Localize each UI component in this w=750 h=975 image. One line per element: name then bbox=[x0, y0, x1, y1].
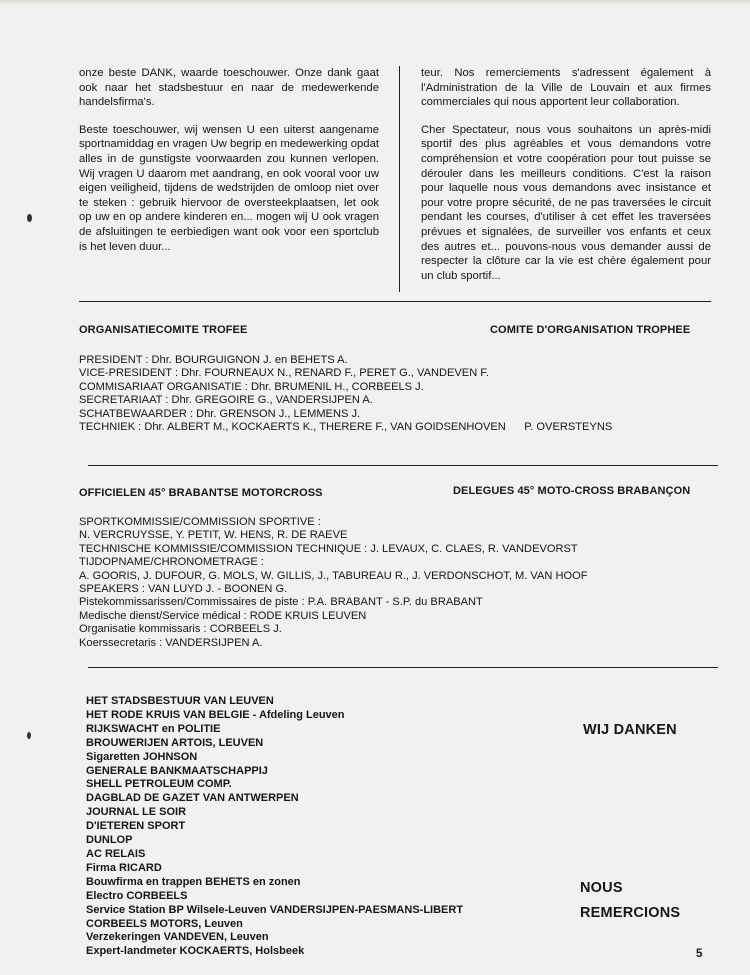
thanks-item: DAGBLAD DE GAZET VAN ANTWERPEN bbox=[86, 792, 299, 805]
thanks-item: HET STADSBESTUUR VAN LEUVEN bbox=[86, 695, 274, 707]
thanks-item: Sigaretten JOHNSON bbox=[86, 750, 198, 763]
binding-hole-mark bbox=[27, 214, 32, 222]
thanks-item: RIJKSWACHT en POLITIE bbox=[86, 722, 221, 735]
organisation-line: SCHATBEWAARDER : Dhr. GRENSON J., LEMMENS J. bbox=[79, 407, 361, 420]
binding-hole-mark bbox=[27, 732, 31, 739]
thanks-item: JOURNAL LE SOIR bbox=[86, 806, 187, 819]
remercions-heading: REMERCIONS bbox=[580, 905, 681, 921]
wij-danken-heading: WIJ DANKEN bbox=[583, 722, 677, 738]
thanks-item: CORBEELS MOTORS, Leuven bbox=[86, 917, 243, 930]
organisation-line: SECRETARIAAT : Dhr. GREGOIRE G., VANDERSIJPEN A. bbox=[79, 394, 373, 407]
thanks-item: Service Station BP Wilsele-Leuven VANDERSIJPEN-PAESMANS-LIBERT bbox=[86, 903, 464, 916]
thanks-item: Firma RICARD bbox=[86, 861, 162, 874]
intro-nl-paragraph-2: Beste toeschouwer, wij wensen U een uiterst aangename sportnamiddag en vragen Uw begrip en medewerking opdat alles in de gunstigste voorwaarden zou kunnen verlopen. Wij vragen U daarom met aandrang, en ook vooral voor uw eigen veiligheid, tijdens de wedstrijden de omloop niet over te steken : gebruik hiervoor de oversteekplaatsen, let ook op uw en op andere kinderen en... mogen wij U ook vragen de afsluitingen te eerbiedigen want ook voor een sportclub is het leven duur... bbox=[79, 123, 379, 253]
thanks-list bbox=[86, 695, 463, 959]
section-rule-3 bbox=[88, 667, 718, 668]
thanks-item: Expert-landmeter KOCKAERTS, Holsbeek bbox=[86, 945, 305, 958]
intro-fr-paragraph-1: teur. Nos remerciements s'adressent également à l'Administration de la Ville de Louvain et aux firmes commerciales qui nous apportent leur collaboration. bbox=[421, 67, 711, 109]
officials-line: A. GOORIS, J. DUFOUR, G. MOLS, W. GILLIS, J., TABUREAU R., J. VERDONSCHOT, M. VAN HOOF bbox=[79, 569, 588, 582]
thanks-item: Verzekeringen VANDEVEN, Leuven bbox=[86, 931, 269, 944]
thanks-item: D'IETEREN SPORT bbox=[86, 820, 186, 833]
intro-nl-paragraph-1: onze beste DANK, waarde toeschouwer. Onze dank gaat ook naar het stadsbestuur en naar de medewerkende handelsfirma's. bbox=[79, 67, 379, 109]
officials-line: Pistekommissarissen/Commissaires de piste : P.A. BRABANT - S.P. du BRABANT bbox=[79, 596, 483, 609]
officials-line: Koerssecretaris : VANDERSIJPEN A. bbox=[79, 636, 263, 649]
organisation-line: TECHNIEK : Dhr. ALBERT M., KOCKAERTS K., THERERE F., VAN GOIDSENHOVEN P. OVERSTEYNS bbox=[79, 421, 613, 434]
officials-line: SPORTKOMMISSIE/COMMISSION SPORTIVE : bbox=[79, 516, 321, 528]
thanks-item: HET RODE KRUIS VAN BELGIE - Afdeling Leuven bbox=[86, 708, 345, 721]
thanks-item: BROUWERIJEN ARTOIS, LEUVEN bbox=[86, 736, 264, 749]
officials-list bbox=[79, 516, 588, 650]
page-number: 5 bbox=[696, 948, 703, 960]
column-divider bbox=[399, 66, 400, 292]
officials-line: Organisatie kommissaris : CORBEELS J. bbox=[79, 623, 282, 636]
thanks-item: AC RELAIS bbox=[86, 847, 146, 860]
officials-line: SPEAKERS : VAN LUYD J. - BOONEN G. bbox=[79, 583, 288, 596]
nous-heading: NOUS bbox=[580, 880, 623, 896]
officials-line: TECHNISCHE KOMMISSIE/COMMISSION TECHNIQUE : J. LEVAUX, C. CLAES, R. VANDEVORST bbox=[79, 542, 578, 555]
thanks-item: SHELL PETROLEUM COMP. bbox=[86, 778, 232, 791]
organisation-line: COMMISARIAAT ORGANISATIE : Dhr. BRUMENIL H., CORBEELS J. bbox=[79, 380, 424, 393]
organisation-line: PRESIDENT : Dhr. BOURGUIGNON J. en BEHETS A. bbox=[79, 354, 348, 366]
intro-french-column bbox=[421, 66, 711, 296]
section-rule-1 bbox=[79, 301, 711, 302]
page-top-edge bbox=[0, 0, 750, 6]
intro-fr-paragraph-2: Cher Spectateur, nous vous souhaitons un après-midi sportif des plus agréables et vous demandons votre compréhension et votre coopération pour tout puisse se dérouler dans les meilleurs conditions. C'est la raison pour laquelle nous vous demandons avec insistance et pour votre propre sécurité, de ne pas traversées le circuit pendant les courses, d'utiliser à cet effet les traversées prévues et signalées, de surveiller vos enfants et ceux des autres et... pouvons-nous vous demander aussi de respecter la clôture car la vie est chère également pour un club sportif... bbox=[421, 123, 711, 282]
officials-line: TIJDOPNAME/CHRONOMETRAGE : bbox=[79, 556, 264, 569]
organisation-heading-fr: COMITE D'ORGANISATION TROPHEE bbox=[490, 324, 691, 336]
officials-heading-fr: DELEGUES 45° MOTO-CROSS BRABANÇON bbox=[453, 485, 691, 497]
section-rule-2 bbox=[88, 465, 718, 466]
officials-heading-nl: OFFICIELEN 45° BRABANTSE MOTORCROSS bbox=[79, 487, 323, 499]
thanks-item: Electro CORBEELS bbox=[86, 889, 188, 902]
intro-dutch-column bbox=[79, 66, 379, 267]
thanks-item: GENERALE BANKMAATSCHAPPIJ bbox=[86, 764, 268, 777]
officials-line: Medische dienst/Service médical : RODE KRUIS LEUVEN bbox=[79, 609, 367, 622]
thanks-item: Bouwfirma en trappen BEHETS en zonen bbox=[86, 875, 301, 888]
officials-line: N. VERCRUYSSE, Y. PETIT, W. HENS, R. DE RAEVE bbox=[79, 529, 348, 542]
organisation-line: VICE-PRESIDENT : Dhr. FOURNEAUX N., RENARD F., PERET G., VANDEVEN F. bbox=[79, 367, 489, 380]
organisation-list bbox=[79, 354, 612, 434]
organisation-heading-nl: ORGANISATIECOMITE TROFEE bbox=[79, 324, 248, 336]
thanks-item: DUNLOP bbox=[86, 834, 133, 847]
